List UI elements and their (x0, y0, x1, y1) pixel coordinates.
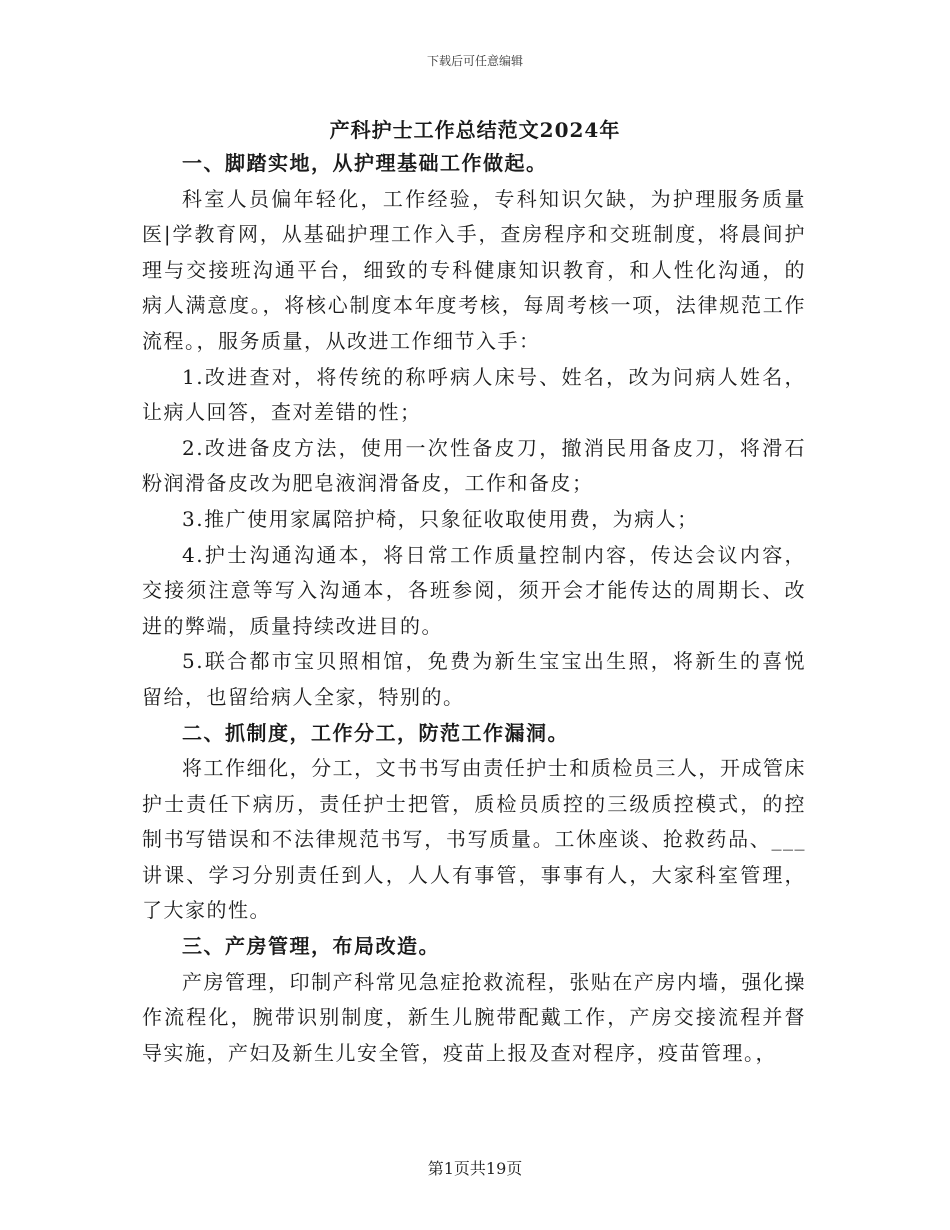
paragraph: 科室人员偏年轻化，工作经验，专科知识欠缺，为护理服务质量医|学教育网，从基础护理工作入手，查房程序和交班制度，将晨间护理与交接班沟通平台，细致的专科健康知识教育，和人性化沟通，的病人满意度。，将核心制度本年度考核，每周考核一项，法律规范工作流程。，服务质量，从改进工作细节入手： (142, 186, 806, 353)
list-item: 4.护士沟通沟通本，将日常工作质量控制内容，传达会议内容，交接须注意等写入沟通本，各班参阅，须开会才能传达的周期长、改进的弊端，质量持续改进目的。 (142, 542, 806, 638)
page-number: 第1页共19页 (427, 1159, 523, 1178)
list-item: 2.改进备皮方法，使用一次性备皮刀，撤消民用备皮刀，将滑石粉润滑备皮改为肥皂液润滑备皮，工作和备皮； (142, 435, 806, 496)
section-heading: 三、产房管理，布局改造。 (182, 934, 440, 959)
list-item: 5.联合都市宝贝照相馆，免费为新生宝宝出生照，将新生的喜悦留给，也留给病人全家，特别的。 (142, 649, 806, 709)
document-title: 产科护士工作总结范文2024年 (329, 118, 621, 142)
list-item: 3.推广使用家属陪护椅，只象征收取使用费，为病人； (182, 506, 699, 531)
section-heading: 二、抓制度，工作分工，防范工作漏洞。 (182, 720, 569, 745)
header-note: 下载后可任意编辑 (426, 54, 523, 68)
document-body (142, 146, 806, 1071)
list-item: 1.改进查对，将传统的称呼病人床号、姓名，改为问病人姓名，让病人回答，查对差错的性； (142, 364, 806, 425)
section-heading: 一、脚踏实地，从护理基础工作做起。 (182, 151, 548, 175)
paragraph: 将工作细化，分工，文书书写由责任护士和质检员三人，开成管床护士责任下病历，责任护士把管，质检员质控的三级质控模式，的控制书写错误和不法律规范书写，书写质量。工休座谈、抢救药品、___讲课、学习分别责任到人，人人有事管，事事有人，大家科室管理，了大家的性。 (142, 756, 806, 923)
paragraph: 产房管理，印制产科常见急症抢救流程，张贴在产房内墙，强化操作流程化，腕带识别制度，新生儿腕带配戴工作，产房交接流程并督导实施，产妇及新生儿安全管，疫苗上报及查对程序，疫苗管理。， (142, 969, 806, 1065)
